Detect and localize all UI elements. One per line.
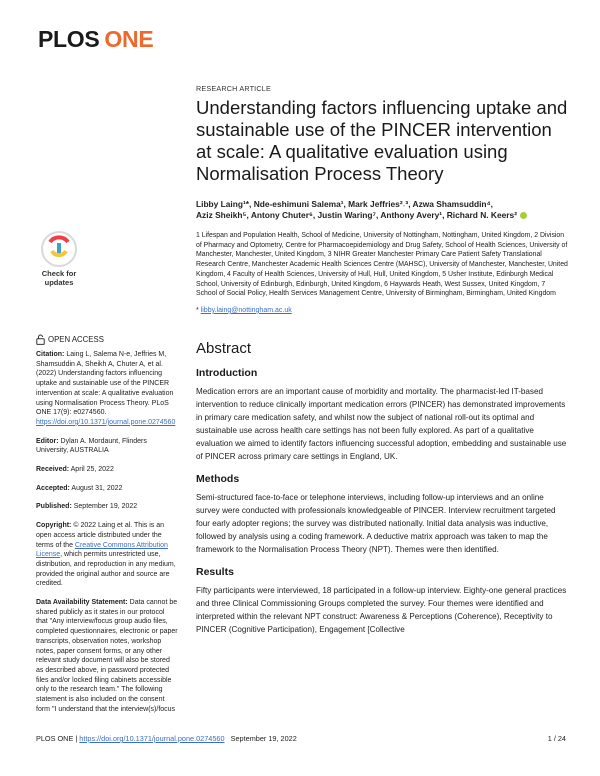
citation-doi-link[interactable]: https://doi.org/10.1371/journal.pone.0274560 (36, 418, 176, 426)
article-main (196, 84, 568, 636)
journal-logo (38, 26, 153, 53)
editor-text: Dylan A. Mordaunt, Flinders University, AUSTRALIA (36, 437, 147, 455)
results-heading: Results (196, 565, 234, 578)
journal-logo-one: ONE (104, 26, 154, 52)
footer-journal: PLOS ONE (36, 734, 74, 743)
crossmark-badge[interactable] (36, 230, 82, 288)
accepted-date: August 31, 2022 (71, 484, 123, 492)
introduction-heading: Introduction (196, 366, 258, 379)
page-footer (36, 734, 566, 743)
abstract-heading: Abstract (196, 339, 252, 357)
footer-separator: | (75, 734, 78, 743)
received-block (36, 465, 178, 475)
journal-logo-plos: PLOS (38, 26, 100, 52)
email-asterisk: * (196, 306, 199, 314)
methods-heading: Methods (196, 472, 240, 485)
open-access-label: OPEN ACCESS (48, 335, 104, 344)
license-link[interactable]: Creative Commons Attribution License (36, 541, 168, 559)
results-text: Fifty participants were interviewed, 18 participated in a follow-up interview. Eighty-one general practices and three Clinical Commissioning Groups completed the survey. Four themes were identified and interpreted within the relevant NPT construct: Awareness & Perceptions (Coherence), Receptivity to PINCER (Cognitive Participation), Engagement [Collective (196, 585, 567, 634)
citation-label: Citation: (36, 351, 65, 358)
open-access-badge (36, 334, 104, 345)
crossmark-line1: Check for (41, 269, 77, 278)
accepted-block (36, 484, 178, 494)
authors-1: Libby Laing¹*, Nde-eshimuni Salema¹, Mark Jeffries²˒³, Azwa Shamsuddin⁴, (196, 199, 494, 209)
published-label: Published: (36, 503, 72, 511)
author-line-2 (196, 210, 568, 221)
data-availability-text: Data cannot be shared publicly as it states in our protocol that "Any interview/focus group audio files, completed questionnaires, electronic or paper transcripts, observation notes, workshop notes, paper consent forms, or any other relevant study document will also be stored as described above, in password protected files and/or locked filing cabinets accessible only to the research team." The following statement is also included on the consent form "I understand that the interview(s)/focus (36, 599, 178, 713)
affiliations: 1 Lifespan and Population Health, School of Medicine, University of Nottingham, Nottingham, United Kingdom, 2 Division of Pharmacy and Optometry, Centre for Pharmacoepidemiology and Drug Safety, School of Health Sciences, University of Manchester, Manchester, United Kingdom, 3 NIHR Greater Manchester Primary Care Patient Safety Translational Research Centre, Manchester Academic Health Sciences Centre (MAHSC), University of Manchester, Manchester, United Kingdom, 4 Faculty of Health Sciences, University of Hull, Hull, United Kingdom, 5 Usher Institute, Edinburgh Medical School, University of Edinburgh, Edinburgh, United Kingdom, 6 Haywards Heath, West Sussex, United Kingdom, 7 School of Social Policy, Health Services Management Centre, University of Birmingham, Birmingham, United Kingdom (196, 232, 568, 298)
article-title: Understanding factors influencing uptake and sustainable use of the PINCER intervention at scale: A qualitative evaluation using Normalisation Process Theory (196, 97, 568, 184)
email-link[interactable]: libby.laing@nottingham.ac.uk (200, 306, 292, 314)
footer-doi-link[interactable]: https://doi.org/10.1371/journal.pone.0274560 (79, 734, 225, 743)
authors-2: Aziz Sheikh⁵, Antony Chuter⁶, Justin Waring⁷, Anthony Avery¹, Richard N. Keers² (196, 210, 517, 220)
crossmark-icon (40, 230, 78, 268)
orcid-icon[interactable] (520, 212, 527, 219)
open-lock-icon (36, 334, 45, 345)
copyright-block (36, 521, 178, 589)
copyright-text-end: , which permits unrestricted use, distribution, and reproduction in any medium, provided the original author and source are credited. (36, 551, 176, 588)
corresponding-email (196, 307, 568, 314)
page-number: 1 / 24 (547, 734, 566, 743)
citation-block (36, 350, 178, 428)
copyright-label: Copyright: (36, 522, 72, 530)
article-metadata (36, 350, 178, 724)
copyright-text: © 2022 Laing et al. This is an open access article distributed under the terms of the (36, 522, 164, 549)
data-availability-label: Data Availability Statement: (36, 599, 128, 607)
published-date: September 19, 2022 (73, 503, 138, 511)
crossmark-label (36, 270, 82, 287)
article-type: RESEARCH ARTICLE (196, 84, 271, 93)
received-date: April 25, 2022 (70, 466, 114, 474)
editor-label: Editor: (36, 437, 59, 445)
accepted-label: Accepted: (36, 484, 70, 492)
crossmark-line2: updates (44, 277, 74, 287)
data-availability-block (36, 598, 178, 714)
author-list (196, 199, 568, 221)
published-block (36, 502, 178, 512)
editor-block (36, 437, 178, 456)
methods-text: Semi-structured face-to-face or telephone interviews, including follow-up interviews and an online survey were conducted with professionals knowledgeable of PINCER. Interview recruitment targeted four early adopter regions; the survey was distributed nationally. Initial data analysis was inductive, followed by analysis using a coding framework. A deductive matrix approach was taken to map the framework to the Normalisation Process Theory (NPT). Themes were then identified. (196, 492, 556, 554)
footer-date: September 19, 2022 (230, 734, 297, 743)
introduction-text: Medication errors are an important cause of morbidity and mortality. The pharmacist-led IT-based intervention to reduce clinically important medication errors (PINCER) has demonstrated improvements in primary care medication safety, and whilst now the subject of national roll-out its optimal and sustainable use across health care settings has not been fully explored. As part of a qualitative evaluation we aimed to identify factors influencing successful adoption, embedding and sustainable use of PINCER across primary care settings in England, UK. (196, 386, 567, 461)
citation-text: Laing L, Salema N-e, Jeffries M, Shamsuddin A, Sheikh A, Chuter A, et al. (2022) Understanding factors influencing uptake and sustainable use of the PINCER intervention at scale: A qualitative evaluation using Normalisation Process Theory. PLoS ONE 17(9): e0274560. (36, 351, 174, 417)
author-line-1 (196, 199, 568, 210)
received-label: Received: (36, 466, 70, 474)
